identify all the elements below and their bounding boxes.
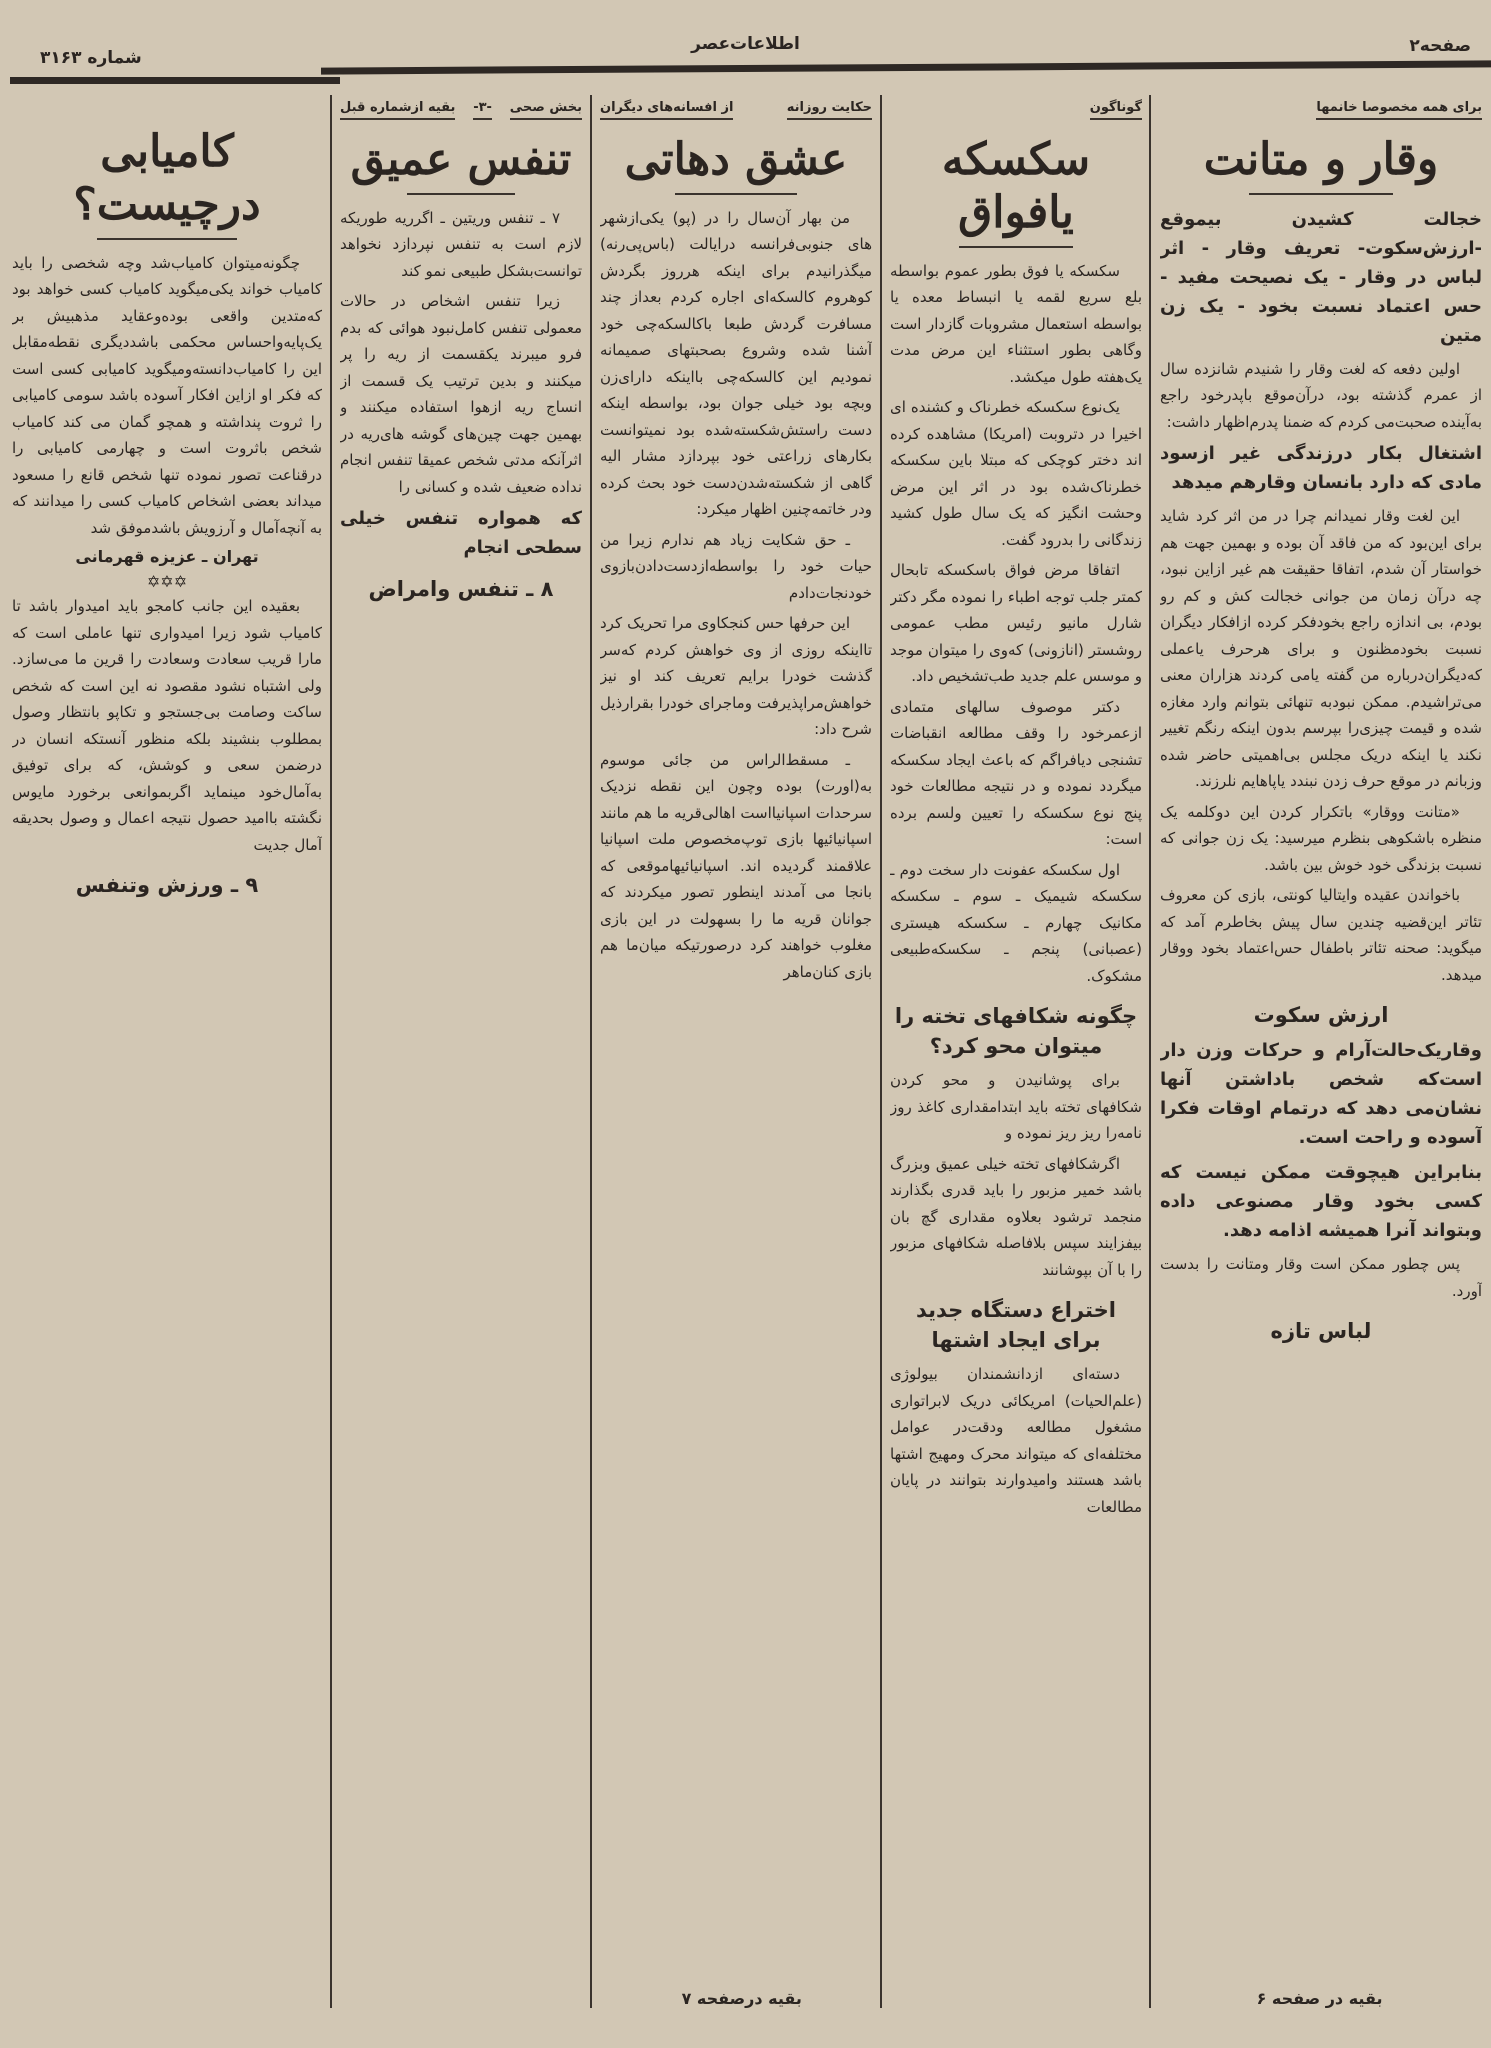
subheading: اختراع دستگاه جدید برای ایجاد اشتها: [916, 1298, 1116, 1353]
paragraph: اتفاقا مرض فواق باسکسکه تابحال کمتر جلب توجه اطباء را نموده مگر دکتر شارل مانیو رئیس مطب عمومی روشستر (انازونی) که‌وی را میتوان موجد و موسس علم جدید طب‌تشخیص داد.: [890, 561, 1142, 686]
subheading: ۹ ـ ورزش وتنفس: [75, 873, 259, 898]
header-rule: [10, 77, 340, 84]
paragraph: این حرفها حس کنجکاوی مرا تحریک کرد تااینکه روزی از وی خواهش کردم که‌سر گذشت خودرا برایم تعریف کند او نیز خواهش‌مراپذیرفت وماجرای خودرا بقرارذیل شرح داد:: [600, 614, 872, 739]
subheading: ۸ ـ تنفس وامراض: [368, 577, 554, 602]
paragraph: اولین دفعه که لغت وقار را شنیدم شانزده سال از عمرم گذشته بود، درآن‌موقع باپدرخود راجع به‌آینده صحبت‌می کردم که ضمنا پدرم‌اظهار داشت:: [1160, 359, 1482, 431]
article-tanaffos: [340, 90, 582, 2008]
paragraph: من بهار آن‌سال را در (پو) یکی‌ازشهر های جنوبی‌فرانسه درایالت (باس‌پی‌رنه) میگذرانیدم برای اینکه هرروز بگردش کوهروم کالسکه‌ای اجاره کردم بعداز چند مسافرت گردش طبعا باکالسکه‌چی خود آشنا شده وشروع بصحبتهای صمیمانه نمودیم این کالسکه‌چی بااینکه دارای‌زن وبچه بود خیلی جوان بود، بواسطه اینکه دست راستش‌شکسته‌شده بود نمیتوانست بکارهای زراعتی خود بپردازد مشار الیه گاهی از شکسته‌شدن‌دست خود بحث کرده ودر خاتمه‌چنین اظهار میکرد:: [600, 208, 872, 519]
section-label: گوناگون: [1090, 100, 1142, 120]
section-labels: [340, 100, 582, 120]
section-labels: [890, 100, 1142, 120]
section-label: از افسانه‌های دیگران: [600, 100, 733, 120]
headline-rule: [97, 238, 237, 240]
bold-paragraph: اشتغال بکار درزندگی غیر ازسود مادی که دارد بانسان وقارهم میدهد: [1160, 443, 1482, 494]
bold-paragraph: خجالت کشیدن بیموقع -ارزش‌سکوت- تعریف وقار - اثر لباس در وقار - یک نصیحت مفید - حس اعتماد نسبت بخود - یک زن متین: [1160, 208, 1482, 346]
paragraph: «متانت ووقار» باتکرار کردن این دوکلمه یک منظره باشکوهی بنظرم میرسید: یک زن جوانی که نسبت بزندگی خود خوش بین باشد.: [1160, 802, 1482, 874]
issue-number: شماره ۳۱۶۳: [40, 48, 142, 68]
paragraph: ۷ ـ تنفس وریتین ـ اگرریه طوریکه لازم است به تنفس نپردازد نخواهد توانست‌بشکل طبیعی نمو کند: [340, 208, 582, 280]
headline-rule: [407, 193, 516, 195]
bold-paragraph: وقاریک‌حالت‌آرام و حرکات وزن دار است‌که شخص باداشتن آنها نشان‌می دهد که درتمام اوقات فکرا آسوده و راحت است.: [1160, 1040, 1482, 1149]
paragraph: سکسکه یا فوق بطور عموم بواسطه بلع سریع لقمه یا انبساط معده یا بواسطه استعمال مشروبات گازدار است وگاهی بطور استثناء این مرض مدت یک‌هفته طول میکشد.: [890, 261, 1142, 386]
subheading: لباس تازه: [1270, 1319, 1372, 1344]
paragraph: یک‌نوع سکسکه خطرناک و کشنده ای اخیرا در دتروبت (امریکا) مشاهده کرده اند دختر کوچکی که مبتلا باین سکسکه خطرناک‌شده بود در اثر این مرض وحشت انگیز که یک سال طول کشید زندگانی را بدرود گفت.: [890, 398, 1142, 549]
section-labels: [1160, 100, 1482, 120]
headline-rule: [1249, 193, 1394, 195]
paragraph: پس چطور ممکن است وقار ومتانت را بدست آورد.: [1160, 1255, 1482, 1300]
paragraph: دسته‌ای ازدانشمندان بیولوژی (علم‌الحیات) امریکائی دریک لابراتواری مشغول مطالعه ودقت‌در عوامل مختلفه‌ای که میتواند محرک ومهیج اشتها باشد هستند وامیدوارند بتوانند در پایان مطالعات: [890, 1365, 1142, 1516]
subheading: چگونه شکافهای تخته را میتوان محو کرد؟: [894, 1004, 1138, 1059]
section-label: -۳-: [473, 100, 492, 120]
section-label: حکایت روزانه: [787, 100, 872, 120]
article-vaqar: [1160, 90, 1482, 2008]
column-divider: [1149, 95, 1151, 2008]
column-divider: [330, 95, 332, 2008]
paragraph: برای پوشانیدن و محو کردن شکافهای تخته باید ابتدامقداری کاغذ روز نامه‌را ریز ریز نموده و: [890, 1071, 1142, 1143]
paragraph: اگرشکافهای تخته خیلی عمیق وبزرگ باشد خمیر مزبور را باید قدری بگذارند منجمد ترشود بعلاوه مقداری گچ بان بیفزایند سپس بلافاصله شکافهای مزبور را با آن بپوشانند: [890, 1154, 1142, 1279]
headline: عشق دهاتی: [624, 134, 848, 185]
headline: سکسکه یافواق: [941, 134, 1091, 238]
header-rule: [321, 60, 1491, 74]
paragraph: اول سکسکه عفونت دار سخت دوم ـ سکسکه شیمیک ـ سوم ـ سکسکه مکانیک چهارم ـ سکسکه هیستری (عصبانی) پنجم ـ سکسکه‌طبیعی مشکوک.: [890, 860, 1142, 985]
page-number: صفحه۲: [1409, 36, 1471, 56]
continued-note: بقیه درصفحه ۷: [681, 1989, 802, 2008]
paragraph: باخواندن عقیده وایتالیا کونتی، بازی کن معروف تئاتر این‌قضیه چندین سال پیش بخاطرم آمد که میگوید: صحنه تئاتر باطفال حس‌اعتماد بخود ووقار میدهد.: [1160, 886, 1482, 984]
paragraph: این لغت وقار نمیدانم چرا در من اثر کرد شاید برای این‌بود که من فاقد آن بوده و بهمین جهت هم خواستار آن شدم، اتفاقا حقیقت هم غیر ازاین نبود، چه درآن زمان من جوانی خجالت کش و کم رو بودم، بی اندازه راجع بخودفکر کرده ازافکار دیگران نسبت بخودمظنون و برای هرحرف یاعملی که‌دیگران‌درباره من گفته یامی کردند هزاران معنی می‌تراشیدم. ممکن نبودبه تنهائی بتوانم وارد مغازه شده و قیمت چیزی‌را بپرسم بدون اینکه رنگم تغییر نکند یا اینکه دریک مجلس بی‌اهمیتی حاضر شده وزبانم در موقع حرف زدن نبندد یاپاهایم نلرزند.: [1160, 507, 1482, 791]
article-kamyabi: [12, 90, 322, 2008]
headline: کامیابی درچیست؟: [73, 126, 261, 230]
section-label: بخش صحی: [510, 100, 582, 120]
section-labels: [600, 100, 872, 120]
bold-paragraph: که همواره تنفس خیلی سطحی انجام: [340, 508, 582, 559]
section-label: برای همه مخصوصا خانمها: [1316, 100, 1482, 120]
headline-rule: [675, 193, 797, 195]
section-label: بقیه ازشماره قبل: [340, 100, 455, 120]
paragraph: زیرا تنفس اشخاص در حالات معمولی تنفس کامل‌نبود هوائی که بدم فرو میبرند یکقسمت از ریه را پر میکنند و بدین ترتیب یک قسمت از انساج ریه ازهوا استفاده میکنند و بهمین جهت چین‌های گوشه های‌ریه در اثرآنکه مدتی شخص عمیقا تنفس انجام نداده ضعیف شده و کسانی را: [340, 292, 582, 496]
column-divider: [590, 95, 592, 2008]
headline: وقار و متانت: [1203, 134, 1439, 185]
article-sekseke: [890, 90, 1142, 2008]
masthead: [0, 30, 1491, 68]
article-eshq: [600, 90, 872, 2008]
headline-rule: [959, 246, 1072, 248]
paragraph: ـ مسقط‌الراس من جائی موسوم به(اورت) بوده وچون این نقطه نزدیک سرحدات اسپانیااست اهالی‌قریه ما هم مانند اسپانیائیها بازی توپ‌مخصوص ملت اسپانیا علاقمند گردیده اند. اسپانیائیهاموقعی که بانجا می آمدند اینطور تصور میکردند که جوانان قریه ما را بسهولت در این بازی مغلوب خواهند کرد درصورتیکه میان‌ما هم بازی کنان‌ماهر: [600, 750, 872, 981]
paragraph: بعقیده این جانب کامجو باید امیدوار باشد تا کامیاب شود زیرا امیدواری تنها عاملی است که مارا قریب سعادت وسعادت را قرین ما می‌سازد. ولی اشتباه نشود مقصود نه این است که شخص ساکت وصامت بی‌جستجو و تکاپو بانتظار وصول بمطلوب بنشیند بلکه منظور آنستکه انسان در درضمن سعی و کوشش، که برای توفیق به‌آمال‌خود مینماید اگربموانعی برخورد مایوس نگشته باامید حصول نتیجه اعمال و وصول بحدیقه آمال جدیت: [12, 597, 322, 854]
subheading: ارزش سکوت: [1253, 1003, 1389, 1028]
paragraph: چگونه‌میتوان کامیاب‌شد وچه شخصی را باید کامیاب خواند یکی‌میگوید کامیاب کسی خواهد بود که‌متدین واقعی بوده‌وعقاید مذهبیش بر یک‌پایه‌واحساس محکمی باشد‌دیگری نقطه‌مقابل این را کامیاب‌دانسته‌ومیگوید کامیابی کسی است که فکر او ازاین افکار آسوده باشد سومی کامیابی را ثروت پنداشته و همچو گمان می کند کامیاب شخص باثروت است و چهارمی کامیابی را درقناعت تصور نموده تنها شخص قانع را مسعود میداند بعضی اشخاص کامیاب کسی را میدانند که به آنچه‌آمال و آرزویش باشدموفق شد: [12, 253, 322, 537]
paragraph: دکتر موصوف سالهای متمادی ازعمرخود را وقف مطالعه انقباضات تشنجی دیافراگم که باعث ایجاد سکسکه میگردد نموده و در نتیجه مطالعات خود پنج نوع سکسکه را تعیین ولسم برده است:: [890, 697, 1142, 849]
newspaper-name: اطلاعات‌عصر: [691, 34, 800, 54]
column-divider: [880, 95, 882, 2008]
ornament: ✡✡✡: [146, 572, 188, 592]
author-signature: تهران ـ عزیزه قهرمانی: [75, 547, 259, 567]
headline: تنفس عمیق: [350, 134, 572, 185]
bold-paragraph: بنابراین هیچوقت ممکن نیست که کسی بخود وقار مصنوعی داده وبتواند آنرا همیشه اذامه دهد.: [1160, 1162, 1482, 1242]
paragraph: ـ حق شکایت زیاد هم ندارم زیرا من حیات خود را بواسطه‌ازدست‌دادن‌بازوی خودنجات‌دادم: [600, 530, 872, 602]
continued-note: بقیه در صفحه ۶: [1256, 1989, 1383, 2008]
